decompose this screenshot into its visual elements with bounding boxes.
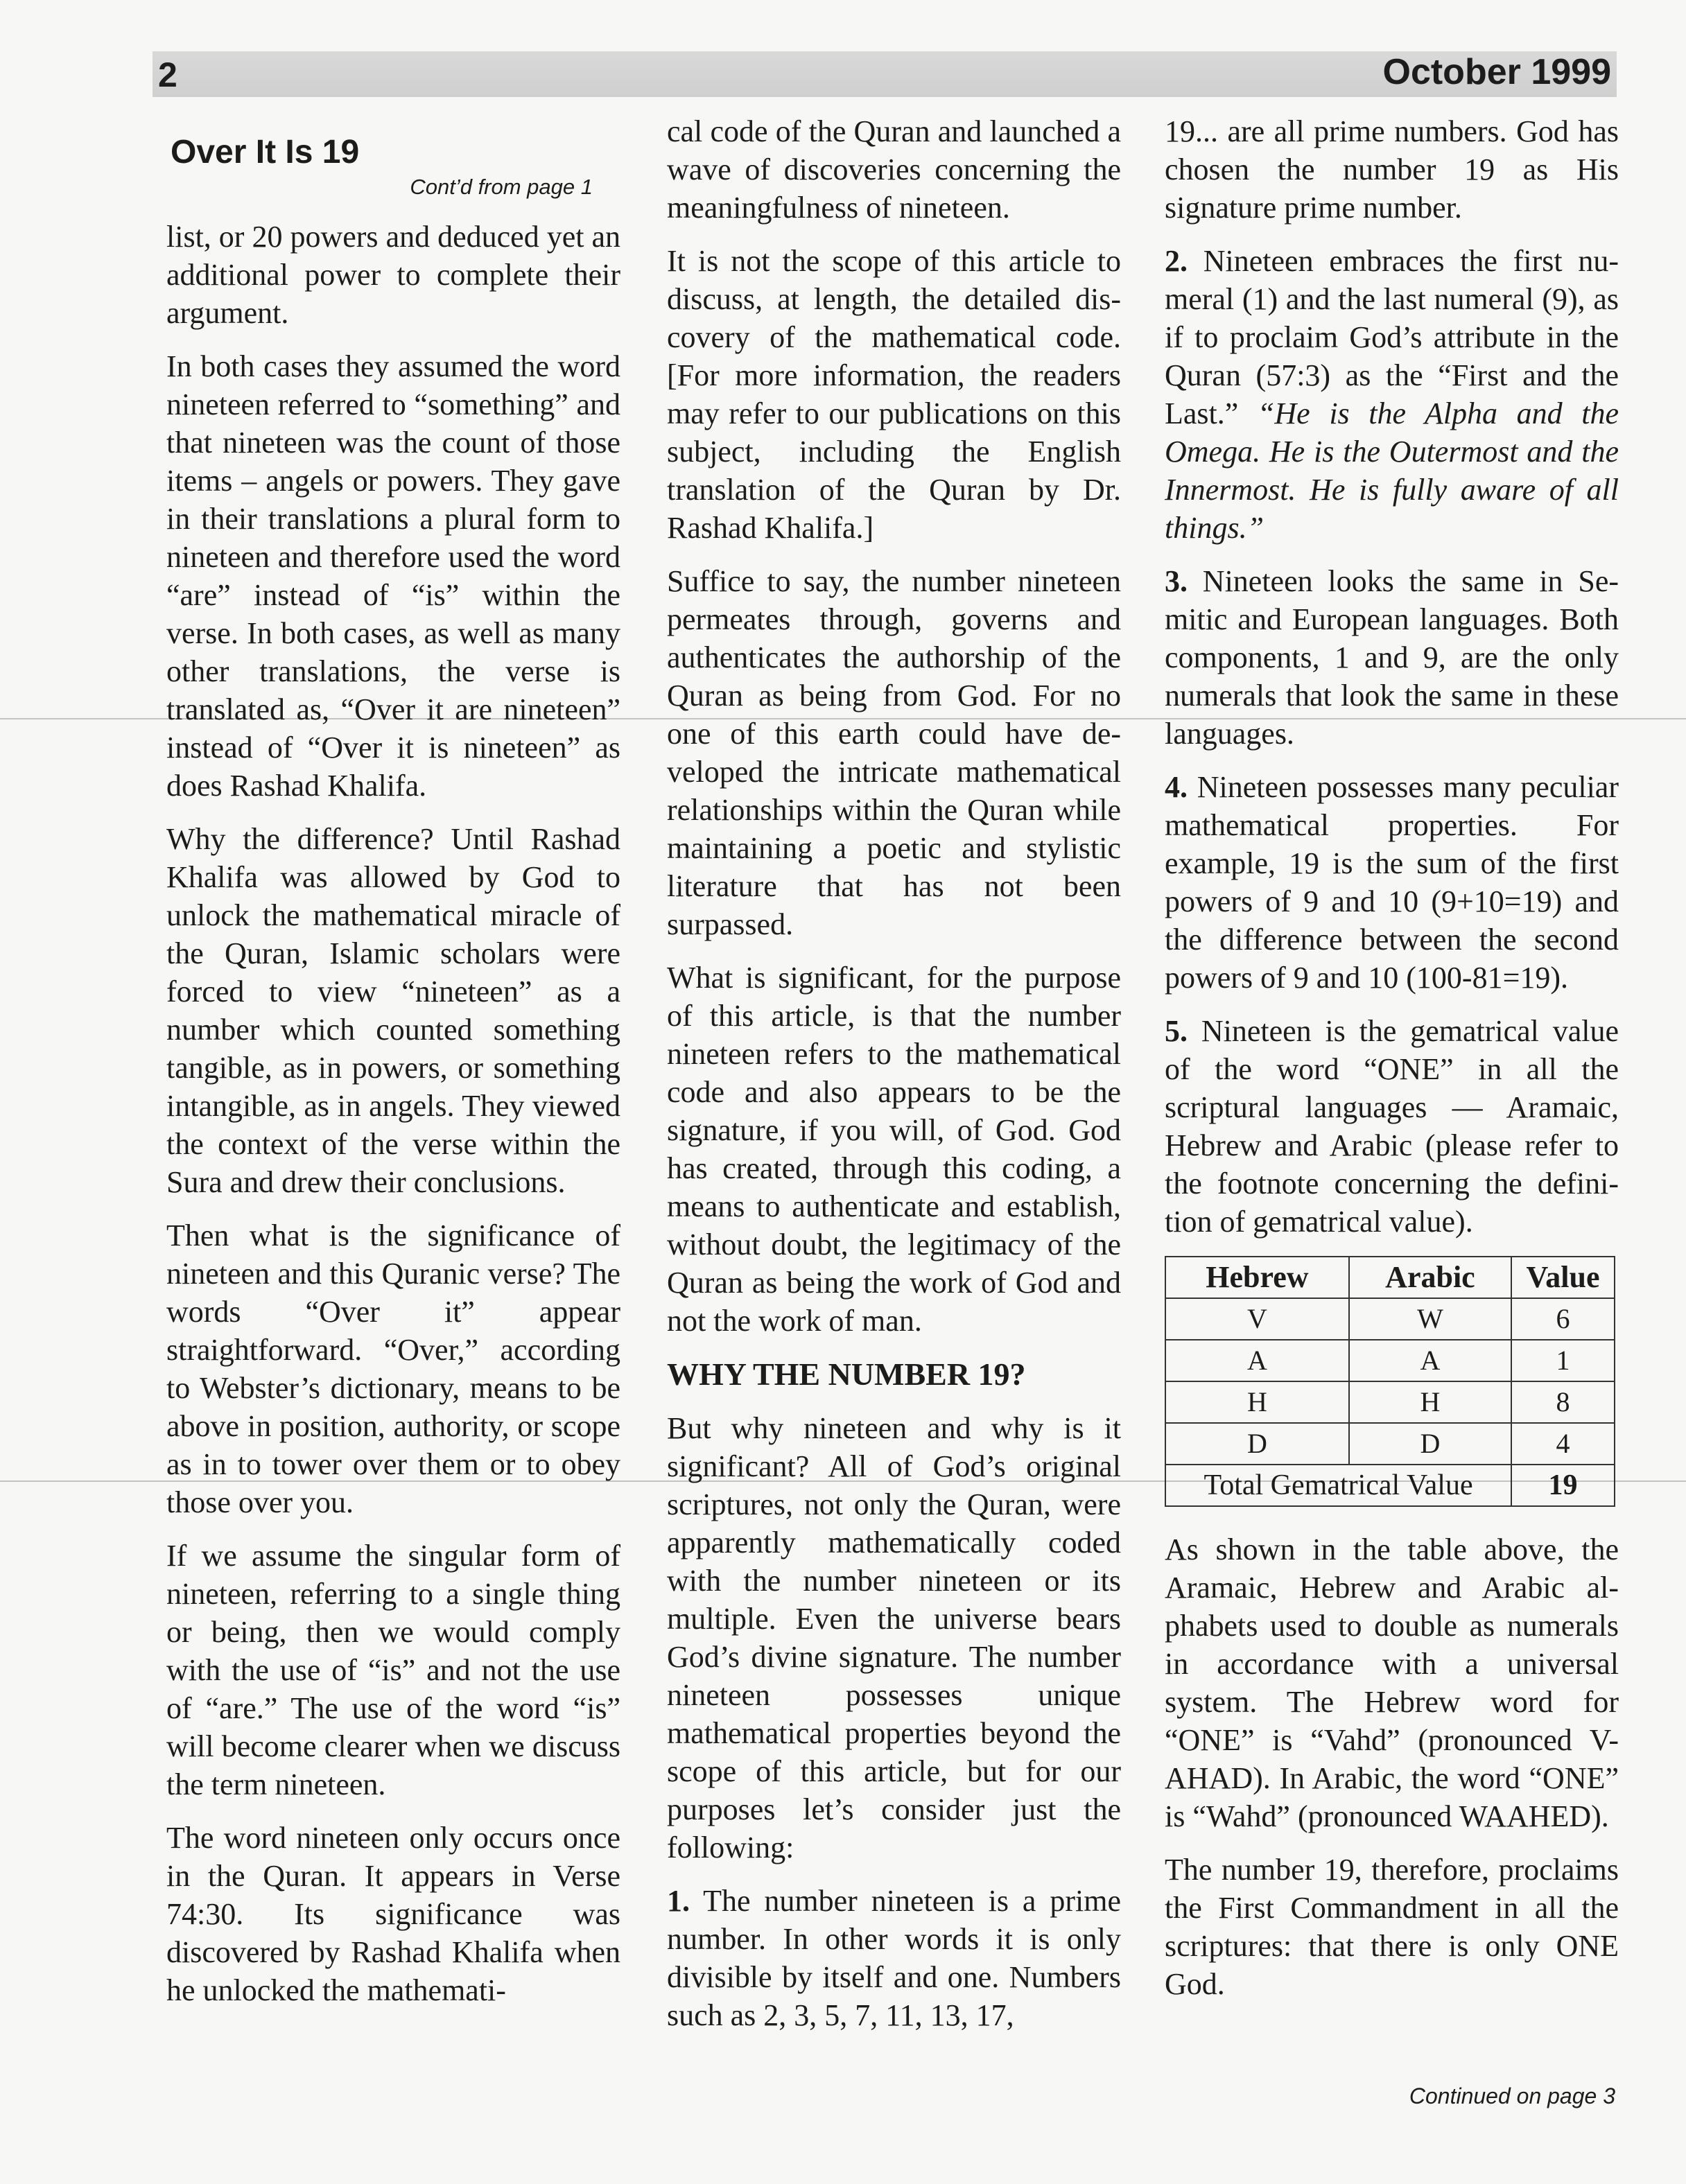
gematrical-value-table	[1165, 1256, 1615, 1507]
paragraph: list, or 20 powers and deduced yet an additional power to complete their argument.	[166, 220, 620, 330]
table-cell: A	[1165, 1340, 1349, 1381]
paragraph: Suffice to say, the number nineteen permeates through, governs and authenticates the authorship of the Quran as being from God. For no one of this earth could have developed the intricate mathematical relationships within the Quran while maintaining a poetic and stylistic literature that has not been surpassed.	[667, 564, 1121, 941]
table-row	[1165, 1423, 1615, 1465]
paragraph: It is not the scope of this article to discuss, at length, the detailed discovery of the mathematical code. [For more information, the readers may refer to our publications on this subject, including the English translation of the Quran by Dr. Rashad Khalifa.]	[667, 244, 1121, 545]
table-total-row	[1165, 1465, 1615, 1506]
point-number: 5.	[1165, 1014, 1188, 1048]
table-cell: 1	[1511, 1340, 1615, 1381]
table-row	[1165, 1298, 1615, 1340]
table-row	[1165, 1381, 1615, 1423]
point-text: Nineteen possesses many peculiar mathematical properties. For example, 19 is the sum of the first powers of 9 and 10 (9+10=19) and the difference between the second powers of 9 and 10 (100-81=19).	[1165, 770, 1619, 995]
table-cell: D	[1349, 1423, 1511, 1465]
column-1	[166, 110, 620, 2009]
continued-from-note: Cont’d from page 1	[410, 175, 593, 199]
paragraph: cal code of the Quran and launched a wave of discoveries concerning the meaningfulness of nineteen.	[667, 114, 1121, 225]
table-cell: 8	[1511, 1381, 1615, 1423]
point-number: 2.	[1165, 244, 1188, 278]
point-text: The number nineteen is a prime number. In other words it is only divisible by itself and one. Numbers such as 2, 3, 5, 7, 11, 13, 17,	[667, 1884, 1121, 2032]
total-label: Total Gematrical Value	[1165, 1465, 1511, 1506]
table-header-cell: Hebrew	[1165, 1257, 1349, 1298]
table-cell: H	[1165, 1381, 1349, 1423]
section-heading: WHY THE NUMBER 19?	[667, 1356, 1026, 1392]
table-header-cell: Arabic	[1349, 1257, 1511, 1298]
paragraph: Then what is the significance of nineteen and this Quranic verse? The words “Over it” appear straightforward. “Over,” according to Webster’s dictionary, means to be above in position, authority, or scope as in to tower over them or to obey those over you.	[166, 1218, 620, 1519]
numbered-point-3	[1165, 562, 1619, 753]
paragraph: The word nineteen only occurs once in the Quran. It appears in Verse 74:30. Its significance was discovered by Rashad Khalifa when he unlocked the mathemati-	[166, 1821, 620, 2007]
table-row	[1165, 1340, 1615, 1381]
point-text: Nineteen is the gematrical value of the word “ONE” in all the scriptural languages — Aramaic, Hebrew and Arabic (please refer to the footnote concerning the definition of gematrical value).	[1165, 1014, 1619, 1239]
total-value: 19	[1511, 1465, 1615, 1506]
numbered-point-1	[667, 1882, 1121, 2034]
paragraph: The number 19, therefore, proclaims the First Commandment in all the scriptures: that there is only ONE God.	[1165, 1853, 1619, 2001]
paragraph: If we assume the singular form of nineteen, referring to a single thing or being, then we would comply with the use of “is” and not the use of “are.” The use of the word “is” will become clearer when we discuss the term nineteen.	[166, 1539, 620, 1801]
paragraph: What is significant, for the purpose of this article, is that the number nineteen refers to the mathematical code and also appears to be the signature, if you will, of God. God has created, through this coding, a means to authenticate and establish, without doubt, the legitimacy of the Quran as being the work of God and not the work of man.	[667, 961, 1121, 1338]
scripture-quote: “He is the Alpha and the Omega. He is the Outermost and the Innermost. He is fully aware of all things.”	[1165, 396, 1619, 545]
point-number: 4.	[1165, 770, 1188, 804]
table-cell: A	[1349, 1340, 1511, 1381]
issue-date: October 1999	[1382, 52, 1611, 92]
page-number: 2	[158, 55, 177, 94]
point-number: 3.	[1165, 564, 1188, 598]
table-cell: 6	[1511, 1298, 1615, 1340]
table-cell: V	[1165, 1298, 1349, 1340]
table-cell: W	[1349, 1298, 1511, 1340]
numbered-point-2	[1165, 242, 1619, 547]
paragraph: As shown in the table above, the Aramaic, Hebrew and Arabic alphabets used to double as numerals in accordance with a universal system. The Hebrew word for “ONE” is “Vahd” (pronounced V-AHAD). In Arabic, the word “ONE” is “Wahd” (pronounced WAAHED).	[1165, 1532, 1619, 1833]
paragraph: In both cases they assumed the word nineteen referred to “something” and that nineteen was the count of those items – angels or powers. They gave in their translations a plural form to nineteen and therefore used the word “are” instead of “is” within the verse. In both cases, as well as many other translations, the verse is translated as, “Over it are nineteen” instead of “Over it is nineteen” as does Rashad Khalifa.	[166, 349, 620, 803]
table-cell: D	[1165, 1423, 1349, 1465]
point-text: Nineteen embraces the first numeral (1) and the last numeral (9), as if to proclaim God’s attribute in the Quran (57:3) as the “First and the Last.”	[1165, 244, 1619, 430]
numbered-point-5	[1165, 1012, 1619, 1241]
column-2	[667, 112, 1121, 2034]
numbered-point-4	[1165, 768, 1619, 997]
table-header-row	[1165, 1257, 1615, 1298]
continued-on-note: Continued on page 3	[1409, 2083, 1615, 2108]
table-header-cell: Value	[1511, 1257, 1615, 1298]
table-cell: 4	[1511, 1423, 1615, 1465]
point-number: 1.	[667, 1884, 690, 1918]
article-title: Over It Is 19	[171, 134, 360, 171]
paragraph: But why nineteen and why is it significant? All of God’s original scriptures, not only the Quran, were apparently mathematically coded with the number nineteen or its multiple. Even the universe bears God’s divine signature. The number nineteen possesses unique mathematical properties beyond the scope of this article, but for our purposes let’s consider just the following:	[667, 1411, 1121, 1864]
paragraph: 19... are all prime numbers. God has chosen the number 19 as His signature prime number.	[1165, 114, 1619, 225]
column-3	[1165, 112, 1619, 2003]
point-text: Nineteen looks the same in Semitic and European languages. Both components, 1 and 9, are the only numerals that look the same in these languages.	[1165, 564, 1619, 751]
table-cell: H	[1349, 1381, 1511, 1423]
paragraph: Why the difference? Until Rashad Khalifa was allowed by God to unlock the mathematical miracle of the Quran, Islamic scholars were forced to view “nineteen” as a number which counted something tangible, as in powers, or something intangible, as in angels. They viewed the context of the verse within the Sura and drew their conclusions.	[166, 822, 620, 1199]
